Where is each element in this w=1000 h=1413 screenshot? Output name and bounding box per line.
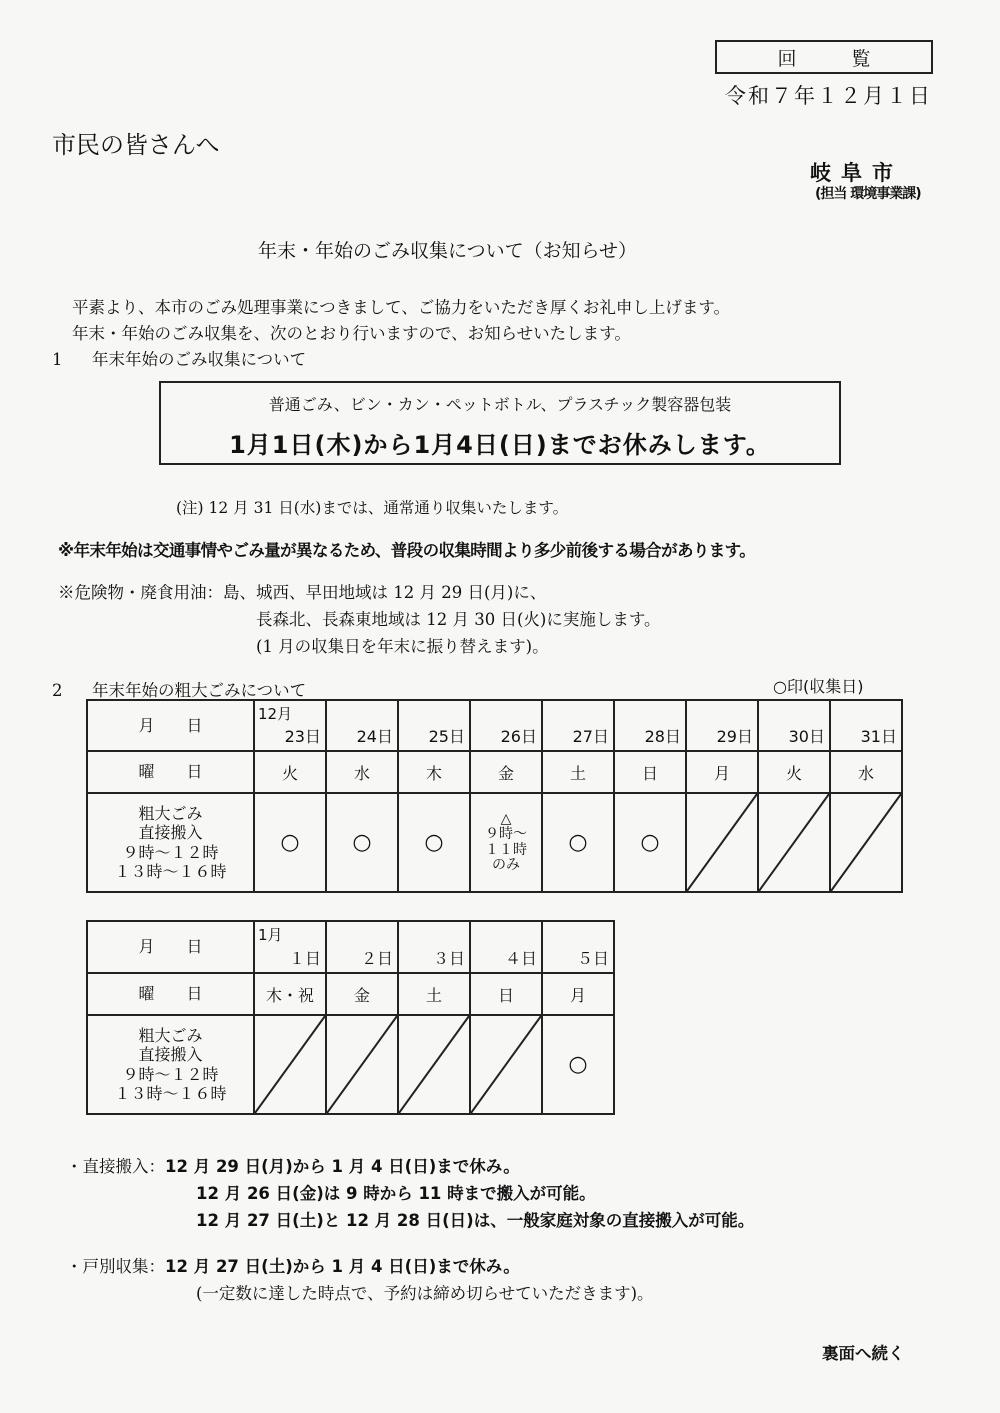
triangle-mark: △ xyxy=(500,810,512,827)
direct-delivery-label: ・直接搬入： xyxy=(66,1157,165,1176)
closed-slash-icon xyxy=(255,1016,325,1113)
collection-label-line: ９時～１２時 xyxy=(122,1064,219,1084)
row-label-collection xyxy=(87,793,254,892)
day-label: １日 xyxy=(288,949,321,968)
circle-mark: ○ xyxy=(280,830,300,855)
weekday-cell: 土 xyxy=(542,751,614,793)
weekday-cell: 日 xyxy=(614,751,686,793)
weekday-cell: 火 xyxy=(758,751,830,793)
hazard-line-1: ※危険物・廃食用油：島、城西、早田地域は 12 月 29 日(月)に、 xyxy=(58,583,547,602)
day-label: ４日 xyxy=(504,949,537,968)
timing-warning: ※年末年始は交通事情やごみ量が異なるため、普段の収集時間より多少前後する場合があります。 xyxy=(58,541,756,560)
circle-mark: ○ xyxy=(568,1052,588,1077)
notice-categories: 普通ごみ、ビン・カン・ペットボトル、プラスチック製容器包装 xyxy=(268,395,732,414)
limited-hours-line: １１時 xyxy=(485,841,527,858)
weekday-cell: 金 xyxy=(470,751,542,793)
day-label: ３日 xyxy=(432,949,465,968)
weekday-cell: 木 xyxy=(398,751,470,793)
weekday-cell: 金 xyxy=(326,973,398,1015)
weekday-cell: 火 xyxy=(254,751,326,793)
day-label: 28日 xyxy=(644,727,681,746)
day-label: 23日 xyxy=(284,727,321,746)
row-label-collection xyxy=(87,1015,254,1114)
closed-slash-icon xyxy=(327,1016,397,1113)
day-label: 25日 xyxy=(428,727,465,746)
open-cell xyxy=(254,793,326,892)
collection-note: (注) 12 月 31 日(水)までは、通常通り収集いたします。 xyxy=(176,499,569,517)
door-collection-label: ・戸別収集： xyxy=(66,1257,165,1276)
collection-label-line: 粗大ごみ xyxy=(138,1026,203,1046)
issue-date: 令和７年１２月１日 xyxy=(725,84,932,108)
day-label: 27日 xyxy=(572,727,609,746)
weekday-cell: 水 xyxy=(830,751,902,793)
closed-cell xyxy=(686,793,758,892)
circle-mark: ○ xyxy=(424,830,444,855)
limited-hours-line: のみ xyxy=(492,856,520,873)
hazard-line-2: 長森北、長森東地域は 12 月 30 日(火)に実施します。 xyxy=(256,610,661,629)
row-label-date: 月 日 xyxy=(87,700,254,751)
row-label-weekday: 曜 日 xyxy=(87,751,254,793)
door-collection-line-1 xyxy=(66,1253,520,1277)
page-title: 年末・年始のごみ収集について（お知らせ） xyxy=(258,240,638,262)
table-legend: ○印(収集日) xyxy=(773,677,864,696)
intro-line-1: 平素より、本市のごみ処理事業につきまして、ご協力をいただき厚くお礼申し上げます。 xyxy=(72,298,731,317)
date-cell xyxy=(542,700,614,751)
weekday-cell: 日 xyxy=(470,973,542,1015)
date-cell xyxy=(686,700,758,751)
weekday-cell: 月 xyxy=(542,973,614,1015)
door-collection-text: 12 月 27 日(土)から 1 月 4 日(日)まで休み。 xyxy=(165,1257,520,1276)
day-label: 30日 xyxy=(788,727,825,746)
section-1-heading xyxy=(52,346,306,370)
section-heading-text: 年末年始のごみ収集について xyxy=(92,350,307,369)
intro-line-2: 年末・年始のごみ収集を、次のとおり行いますので、お知らせいたします。 xyxy=(72,324,631,343)
closed-cell xyxy=(398,1015,470,1114)
closed-slash-icon xyxy=(471,1016,541,1113)
collection-label-line: 直接搬入 xyxy=(138,1045,203,1065)
bulky-waste-table-january xyxy=(86,920,615,1115)
date-cell xyxy=(254,700,326,751)
closed-slash-icon xyxy=(687,794,757,891)
holiday-notice-box xyxy=(159,381,841,465)
weekday-cell: 木・祝 xyxy=(254,973,326,1015)
day-label: 31日 xyxy=(860,727,897,746)
collection-label-line: 粗大ごみ xyxy=(138,804,203,824)
continued-on-back: 裏面へ続く xyxy=(822,1344,905,1363)
hazard-line-3: (1 月の収集日を年末に振り替えます)。 xyxy=(256,637,549,656)
closed-cell xyxy=(758,793,830,892)
section-number: 1 xyxy=(52,350,63,369)
closed-cell xyxy=(470,1015,542,1114)
collection-label-line: １３時～１６時 xyxy=(114,1083,227,1103)
weekday-cell: 土 xyxy=(398,973,470,1015)
date-cell xyxy=(326,921,398,973)
day-label: ５日 xyxy=(576,949,609,968)
circulation-stamp xyxy=(715,40,933,74)
weekday-cell: 月 xyxy=(686,751,758,793)
date-cell xyxy=(398,921,470,973)
issuer-department: (担当 環境事業課) xyxy=(815,186,921,202)
section-heading-text: 年末年始の粗大ごみについて xyxy=(92,681,307,700)
direct-delivery-line-2: 12 月 26 日(金)は 9 時から 11 時まで搬入が可能。 xyxy=(196,1184,596,1203)
open-cell xyxy=(542,793,614,892)
bulky-waste-table-december xyxy=(86,699,903,893)
open-cell xyxy=(326,793,398,892)
closed-cell xyxy=(326,1015,398,1114)
open-cell xyxy=(398,793,470,892)
closed-slash-icon xyxy=(831,794,901,891)
date-cell xyxy=(254,921,326,973)
day-label: 24日 xyxy=(356,727,393,746)
row-label-weekday: 曜 日 xyxy=(87,973,254,1015)
month-label: 12月 xyxy=(258,705,293,723)
collection-label-line: ９時～１２時 xyxy=(122,842,219,862)
weekday-cell: 水 xyxy=(326,751,398,793)
date-cell xyxy=(614,700,686,751)
collection-label-line: １３時～１６時 xyxy=(114,861,227,881)
limited-hours-line: ９時～ xyxy=(485,826,527,843)
date-cell xyxy=(470,921,542,973)
circle-mark: ○ xyxy=(568,830,588,855)
closed-cell xyxy=(254,1015,326,1114)
collection-label-line: 直接搬入 xyxy=(138,823,203,843)
day-label: 29日 xyxy=(716,727,753,746)
closed-cell xyxy=(830,793,902,892)
direct-delivery-line-1 xyxy=(66,1153,520,1177)
section-number: 2 xyxy=(52,681,63,700)
row-label-date: 月 日 xyxy=(87,921,254,973)
date-cell xyxy=(470,700,542,751)
issuer-city: 岐阜市 xyxy=(810,160,903,185)
circle-mark: ○ xyxy=(640,830,660,855)
circle-mark: ○ xyxy=(352,830,372,855)
month-label: 1月 xyxy=(258,926,283,944)
section-2-heading xyxy=(52,677,306,701)
open-cell xyxy=(542,1015,614,1114)
date-cell xyxy=(758,700,830,751)
limited-cell xyxy=(470,793,542,892)
direct-delivery-text: 12 月 29 日(月)から 1 月 4 日(日)まで休み。 xyxy=(165,1157,520,1176)
closed-slash-icon xyxy=(399,1016,469,1113)
day-label: ２日 xyxy=(360,949,393,968)
date-cell xyxy=(326,700,398,751)
open-cell xyxy=(614,793,686,892)
date-cell xyxy=(830,700,902,751)
door-collection-line-2: (一定数に達した時点で、予約は締め切らせていただきます)。 xyxy=(196,1284,654,1303)
circulation-label: 回 覧 xyxy=(777,47,889,70)
date-cell xyxy=(398,700,470,751)
date-cell xyxy=(542,921,614,973)
direct-delivery-line-3: 12 月 27 日(土)と 12 月 28 日(日)は、一般家庭対象の直接搬入が可能。 xyxy=(196,1211,755,1230)
greeting: 市民の皆さんへ xyxy=(52,131,220,159)
closed-slash-icon xyxy=(759,794,829,891)
notice-holiday-period: 1月1日(木)から1月4日(日)までお休みします。 xyxy=(229,431,771,459)
day-label: 26日 xyxy=(500,727,537,746)
